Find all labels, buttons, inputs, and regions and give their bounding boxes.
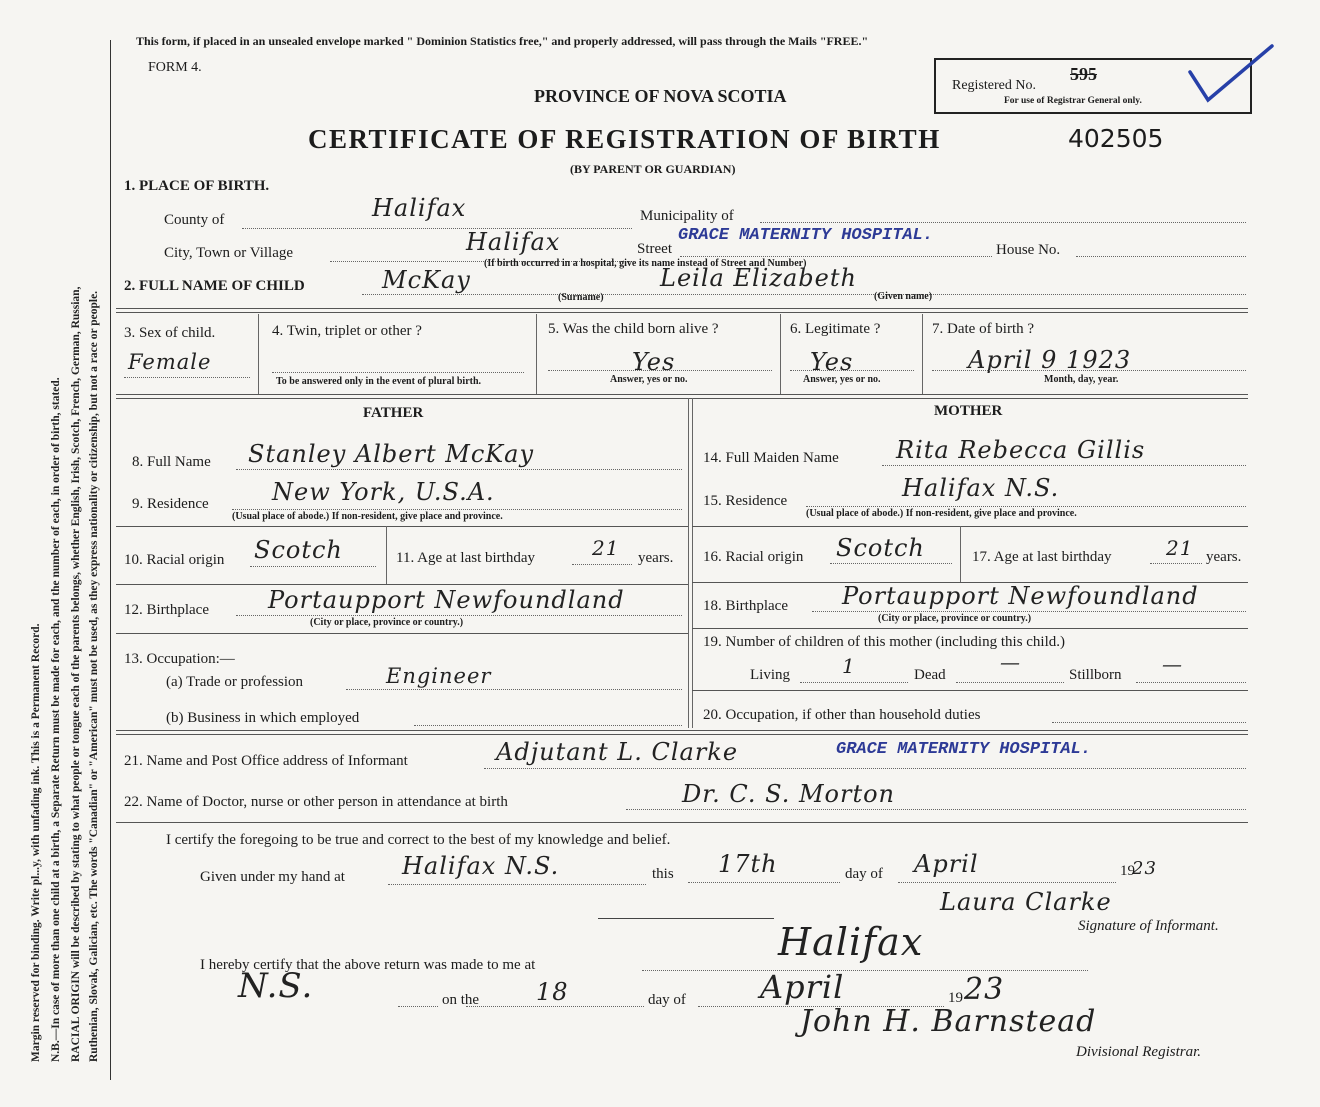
father-residence-caption: (Usual place of abode.) If non-resident, give place and province. xyxy=(232,511,503,522)
stillborn-value: — xyxy=(1162,652,1183,676)
father-age-unit: years. xyxy=(638,550,674,566)
street-stamp: GRACE MATERNITY HOSPITAL. xyxy=(678,226,934,245)
mother-birthplace-value: Portaupport Newfoundland xyxy=(842,582,1199,610)
province-heading: PROVINCE OF NOVA SCOTIA xyxy=(534,86,787,106)
registrar-year-prefix: 19 xyxy=(948,990,963,1006)
father-race-label: 10. Racial origin xyxy=(124,552,225,568)
informant-signature: Laura Clarke xyxy=(940,888,1112,916)
legitimate-caption: Answer, yes or no. xyxy=(803,374,881,385)
certificate-title: CERTIFICATE OF REGISTRATION OF BIRTH xyxy=(308,124,941,154)
father-name-label: 8. Full Name xyxy=(132,454,211,470)
city-value: Halifax xyxy=(466,228,561,256)
dob-label: 7. Date of birth ? xyxy=(932,321,1035,337)
child-given-name-value: Leila Elizabeth xyxy=(660,264,857,292)
doctor-value: Dr. C. S. Morton xyxy=(682,780,895,808)
mother-residence-caption: (Usual place of abode.) If non-resident, give place and province. xyxy=(806,508,1077,519)
divisional-registrar-caption: Divisional Registrar. xyxy=(1076,1044,1202,1060)
county-value: Halifax xyxy=(372,194,467,222)
doctor-label: 22. Name of Doctor, nurse or other person in attendance at birth xyxy=(124,794,508,810)
given-under-label: Given under my hand at xyxy=(200,869,345,885)
twin-label: 4. Twin, triplet or other ? xyxy=(272,323,422,339)
informant-label: 21. Name and Post Office address of Informant xyxy=(124,753,408,769)
child-surname-value: McKay xyxy=(382,266,471,294)
mail-notice: This form, if placed in an unsealed envelope marked " Dominion Statistics free," and properly addressed, will pass through the Mails "FREE." xyxy=(136,34,869,48)
margin-note-racial-origin: RACIAL ORIGIN will be described by stating to what people or tongue each of the parents belongs, whether English, Irish, Scotch, French, German, Russian, xyxy=(70,286,82,1062)
trade-value: Engineer xyxy=(386,664,492,688)
given-year-prefix: 19 xyxy=(1120,863,1135,879)
hospital-note: (If birth occurred in a hospital, give its name instead of Street and Number) xyxy=(484,258,807,269)
signature-caption: Signature of Informant. xyxy=(1078,918,1219,934)
given-place-value: Halifax N.S. xyxy=(402,852,560,880)
city-label: City, Town or Village xyxy=(164,245,294,261)
mother-race-value: Scotch xyxy=(836,534,925,562)
form-number: FORM 4. xyxy=(148,60,202,75)
alive-label: 5. Was the child born alive ? xyxy=(548,321,719,337)
registrar-use-note: For use of Registrar General only. xyxy=(1004,96,1142,106)
mother-heading: MOTHER xyxy=(934,403,1003,419)
business-label: (b) Business in which employed xyxy=(166,710,360,726)
mother-age-value: 21 xyxy=(1166,536,1194,560)
father-birthplace-label: 12. Birthplace xyxy=(124,602,209,618)
legitimate-value: Yes xyxy=(810,348,854,376)
dob-caption: Month, day, year. xyxy=(1044,374,1119,385)
legitimate-label: 6. Legitimate ? xyxy=(790,321,881,337)
registrar-year-value: 23 xyxy=(964,972,1005,1007)
mother-name-label: 14. Full Maiden Name xyxy=(703,450,839,466)
father-residence-label: 9. Residence xyxy=(132,496,209,512)
mother-name-value: Rita Rebecca Gillis xyxy=(896,436,1146,464)
registrar-place-cont: N.S. xyxy=(238,966,314,1006)
street-label: Street xyxy=(637,241,672,257)
alive-caption: Answer, yes or no. xyxy=(610,374,688,385)
father-occupation-label: 13. Occupation:— xyxy=(124,651,235,667)
mother-residence-label: 15. Residence xyxy=(703,493,788,509)
alive-value: Yes xyxy=(632,348,676,376)
father-age-value: 21 xyxy=(592,536,620,560)
registrar-place-value: Halifax xyxy=(778,920,924,964)
stillborn-label: Stillborn xyxy=(1069,667,1122,683)
registrar-day-of-label: day of xyxy=(648,992,686,1008)
registrar-statement: I hereby certify that the above return was made to me at xyxy=(200,957,536,973)
mother-occupation-label: 20. Occupation, if other than household duties xyxy=(703,707,981,723)
sex-value: Female xyxy=(128,350,212,374)
father-heading: FATHER xyxy=(363,405,424,421)
margin-note-nationality: Ruthenian, Slovak, Galician, etc. The words "Canadian" or "American" must not be used, as they express nationality or citizenship, but not a race or people. xyxy=(88,290,100,1062)
registrar-signature: John H. Barnstead xyxy=(800,1004,1097,1039)
father-name-value: Stanley Albert McKay xyxy=(248,440,535,468)
trade-label: (a) Trade or profession xyxy=(166,674,304,690)
father-birthplace-value: Portaupport Newfoundland xyxy=(268,586,625,614)
county-label: County of xyxy=(164,212,225,228)
registered-number: 595 xyxy=(1070,64,1097,84)
mother-age-unit: years. xyxy=(1206,549,1242,565)
day-of-label: day of xyxy=(845,866,883,882)
place-of-birth-label: 1. PLACE OF BIRTH. xyxy=(124,178,270,194)
house-number-label: House No. xyxy=(996,242,1061,258)
mother-birthplace-label: 18. Birthplace xyxy=(703,598,788,614)
father-residence-value: New York, U.S.A. xyxy=(272,478,495,506)
children-count-label: 19. Number of children of this mother (including this child.) xyxy=(703,634,1066,650)
certification-statement: I certify the foregoing to be true and correct to the best of my knowledge and belief. xyxy=(166,832,671,848)
mother-age-label: 17. Age at last birthday xyxy=(972,549,1112,565)
informant-name-value: Adjutant L. Clarke xyxy=(496,738,739,766)
dead-label: Dead xyxy=(914,667,946,683)
mother-birthplace-caption: (City or place, province or country.) xyxy=(878,613,1032,624)
registrar-day-value: 18 xyxy=(536,978,569,1006)
given-year-value: 23 xyxy=(1132,858,1157,879)
this-label: this xyxy=(652,866,674,882)
surname-caption: (Surname) xyxy=(558,292,604,303)
given-name-caption: (Given name) xyxy=(874,291,933,302)
registered-label: Registered No. xyxy=(952,78,1036,93)
margin-rule xyxy=(110,40,111,1080)
given-day-value: 17th xyxy=(718,850,778,878)
margin-note-binding: Margin reserved for binding. Write pl...y, with unfading ink. This is a Permanent Record. xyxy=(30,623,42,1062)
handwritten-certificate-number: 402505 xyxy=(1068,124,1164,153)
registrar-month-value: April xyxy=(760,968,845,1006)
certificate-subtitle: (BY PARENT OR GUARDIAN) xyxy=(570,162,736,176)
municipality-label: Municipality of xyxy=(640,208,734,224)
living-label: Living xyxy=(750,667,790,683)
on-the-label: on the xyxy=(442,992,480,1008)
father-race-value: Scotch xyxy=(254,536,343,564)
dob-value: April 9 1923 xyxy=(968,346,1132,374)
twin-caption: To be answered only in the event of plural birth. xyxy=(276,376,482,387)
living-value: 1 xyxy=(842,654,856,678)
informant-address-stamp: GRACE MATERNITY HOSPITAL. xyxy=(836,740,1092,759)
given-month-value: April xyxy=(914,850,979,878)
sex-label: 3. Sex of child. xyxy=(124,325,216,341)
father-birthplace-caption: (City or place, province or country.) xyxy=(310,617,464,628)
mother-residence-value: Halifax N.S. xyxy=(902,474,1060,502)
margin-note-plural-births: N.B.—In case of more than one child at a birth, a Separate Return must be made for each, and the number of each, in order of birth, stated. xyxy=(50,377,62,1062)
mother-race-label: 16. Racial origin xyxy=(703,549,804,565)
check-mark-icon xyxy=(1180,40,1280,110)
dead-value: — xyxy=(1000,650,1021,674)
child-name-label: 2. FULL NAME OF CHILD xyxy=(124,278,305,294)
father-age-label: 11. Age at last birthday xyxy=(396,550,535,566)
